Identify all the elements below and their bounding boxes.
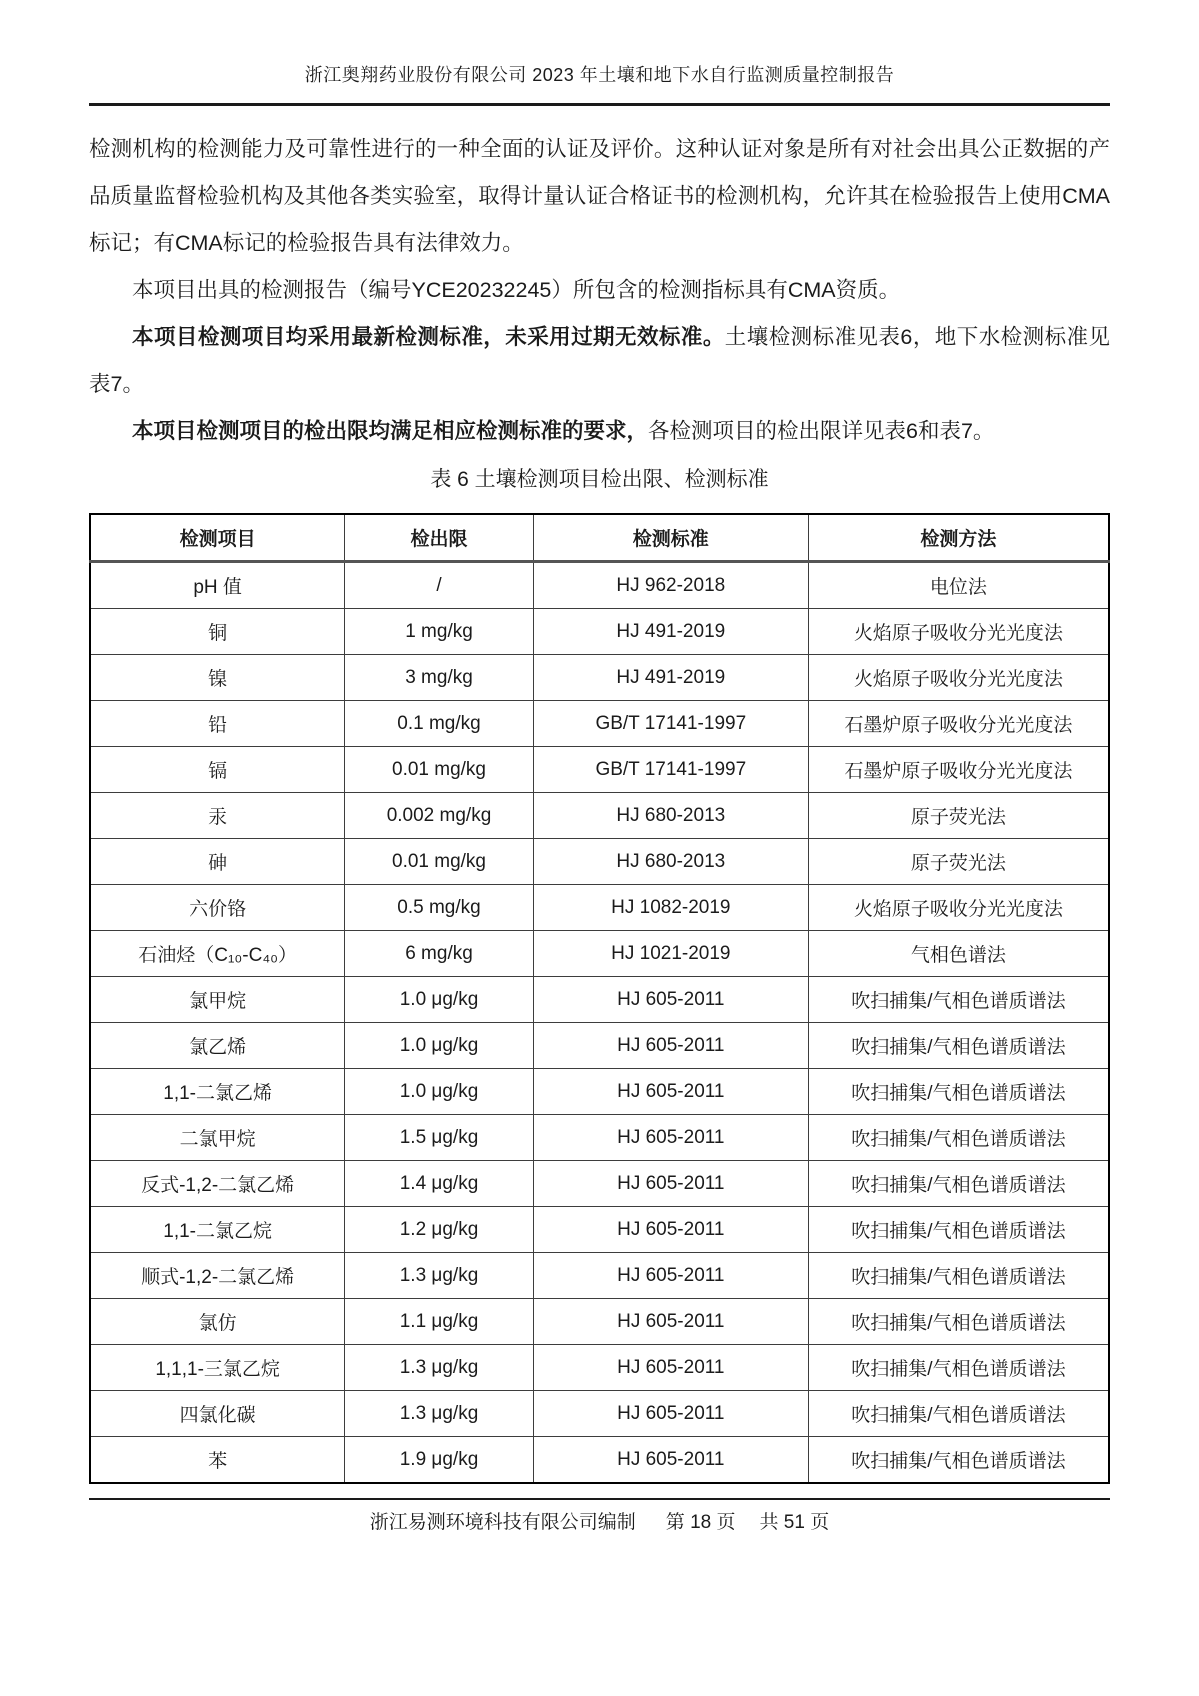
cell-standard: HJ 605-2011 [533, 1207, 808, 1253]
paragraph-1 [89, 126, 1110, 267]
cell-detection-limit: 1.1 μg/kg [345, 1299, 534, 1345]
table-row [90, 1069, 1109, 1115]
table-row [90, 793, 1109, 839]
cell-item: 苯 [90, 1437, 345, 1484]
cell-detection-limit: 1.3 μg/kg [345, 1253, 534, 1299]
cell-standard: HJ 605-2011 [533, 1023, 808, 1069]
paragraph-2 [89, 267, 1110, 314]
table-row [90, 1207, 1109, 1253]
table-header-row [90, 514, 1109, 562]
bold-text-segment: 本项目检测项目的检出限均满足相应检测标准的要求， [132, 419, 649, 443]
text-segment: 各检测项目的检出限详见表6和表7。 [648, 419, 995, 443]
table-row [90, 931, 1109, 977]
table-row [90, 885, 1109, 931]
column-header: 检测方法 [808, 514, 1109, 562]
table-row [90, 701, 1109, 747]
cell-method: 吹扫捕集/气相色谱质谱法 [808, 1207, 1109, 1253]
table-row [90, 1299, 1109, 1345]
table-row [90, 655, 1109, 701]
footer-company: 浙江易测环境科技有限公司编制 [369, 1512, 636, 1533]
cell-method: 石墨炉原子吸收分光光度法 [808, 701, 1109, 747]
table-row [90, 747, 1109, 793]
cell-item: 1,1,1-三氯乙烷 [90, 1345, 345, 1391]
cell-detection-limit: 3 mg/kg [345, 655, 534, 701]
cell-method: 吹扫捕集/气相色谱质谱法 [808, 1437, 1109, 1484]
cell-standard: HJ 605-2011 [533, 1069, 808, 1115]
cell-item: 四氯化碳 [90, 1391, 345, 1437]
cell-method: 吹扫捕集/气相色谱质谱法 [808, 1161, 1109, 1207]
cell-item: 氯仿 [90, 1299, 345, 1345]
cell-detection-limit: 1.0 μg/kg [345, 1023, 534, 1069]
report-header-title: 浙江奥翔药业股份有限公司 2023 年土壤和地下水自行监测质量控制报告 [304, 65, 895, 85]
cell-standard: HJ 1082-2019 [533, 885, 808, 931]
detection-limit-table [89, 513, 1110, 1484]
column-header: 检测项目 [90, 514, 345, 562]
cell-standard: HJ 491-2019 [533, 655, 808, 701]
cell-method: 原子荧光法 [808, 839, 1109, 885]
cell-method: 火焰原子吸收分光光度法 [808, 609, 1109, 655]
table-row [90, 1161, 1109, 1207]
table-row [90, 1391, 1109, 1437]
column-header: 检出限 [345, 514, 534, 562]
bold-text-segment: 本项目检测项目均采用最新检测标准，未采用过期无效标准。 [132, 325, 725, 349]
table-row [90, 609, 1109, 655]
cell-item: 六价铬 [90, 885, 345, 931]
cell-detection-limit: 1.5 μg/kg [345, 1115, 534, 1161]
cell-method: 原子荧光法 [808, 793, 1109, 839]
text-segment: 土壤检测标准见表6，地下水检测标准见表7。 [89, 325, 1110, 396]
cell-detection-limit: 1.3 μg/kg [345, 1345, 534, 1391]
cell-item: 氯甲烷 [90, 977, 345, 1023]
cell-method: 火焰原子吸收分光光度法 [808, 885, 1109, 931]
cell-detection-limit: 0.01 mg/kg [345, 747, 534, 793]
cell-method: 吹扫捕集/气相色谱质谱法 [808, 1069, 1109, 1115]
cell-item: 反式-1,2-二氯乙烯 [90, 1161, 345, 1207]
cell-item: 1,1-二氯乙烯 [90, 1069, 345, 1115]
cell-detection-limit: 0.01 mg/kg [345, 839, 534, 885]
cell-detection-limit: 0.002 mg/kg [345, 793, 534, 839]
body-paragraphs [89, 106, 1110, 455]
cell-standard: HJ 680-2013 [533, 793, 808, 839]
text-segment: 检测机构的检测能力及可靠性进行的一种全面的认证及评价。这种认证对象是所有对社会出具公正数据的产品质量监督检验机构及其他各类实验室，取得计量认证合格证书的检测机构，允许其在检验报告上使用CMA标记；有CMA标记的检验报告具有法律效力。 [89, 137, 1110, 255]
cell-item: 砷 [90, 839, 345, 885]
cell-item: 镉 [90, 747, 345, 793]
table-row [90, 1253, 1109, 1299]
cell-detection-limit: 1.3 μg/kg [345, 1391, 534, 1437]
table-row [90, 562, 1109, 609]
cell-detection-limit: 6 mg/kg [345, 931, 534, 977]
cell-standard: HJ 605-2011 [533, 977, 808, 1023]
paragraph-3 [89, 314, 1110, 408]
cell-method: 气相色谱法 [808, 931, 1109, 977]
table-row [90, 839, 1109, 885]
cell-standard: HJ 605-2011 [533, 1345, 808, 1391]
cell-item: 石油烃（C₁₀-C₄₀） [90, 931, 345, 977]
table-row [90, 1023, 1109, 1069]
cell-detection-limit: 1.2 μg/kg [345, 1207, 534, 1253]
cell-method: 吹扫捕集/气相色谱质谱法 [808, 1115, 1109, 1161]
cell-standard: HJ 605-2011 [533, 1253, 808, 1299]
cell-method: 石墨炉原子吸收分光光度法 [808, 747, 1109, 793]
cell-item: 铅 [90, 701, 345, 747]
column-header: 检测标准 [533, 514, 808, 562]
cell-detection-limit: 1.0 μg/kg [345, 977, 534, 1023]
cell-item: 二氯甲烷 [90, 1115, 345, 1161]
cell-detection-limit: / [345, 562, 534, 609]
cell-standard: HJ 605-2011 [533, 1115, 808, 1161]
cell-standard: HJ 605-2011 [533, 1161, 808, 1207]
cell-detection-limit: 0.1 mg/kg [345, 701, 534, 747]
cell-method: 吹扫捕集/气相色谱质谱法 [808, 1253, 1109, 1299]
cell-method: 吹扫捕集/气相色谱质谱法 [808, 977, 1109, 1023]
cell-item: 顺式-1,2-二氯乙烯 [90, 1253, 345, 1299]
table-row [90, 1437, 1109, 1484]
cell-detection-limit: 1.9 μg/kg [345, 1437, 534, 1484]
cell-standard: HJ 605-2011 [533, 1299, 808, 1345]
cell-item: 1,1-二氯乙烷 [90, 1207, 345, 1253]
cell-standard: HJ 1021-2019 [533, 931, 808, 977]
table-row [90, 977, 1109, 1023]
cell-item: 铜 [90, 609, 345, 655]
cell-detection-limit: 0.5 mg/kg [345, 885, 534, 931]
cell-standard: HJ 962-2018 [533, 562, 808, 609]
table-6-caption: 表 6 土壤检测项目检出限、检测标准 [430, 468, 769, 491]
cell-method: 电位法 [808, 562, 1109, 609]
table-row [90, 1115, 1109, 1161]
cell-detection-limit: 1.0 μg/kg [345, 1069, 534, 1115]
table-row [90, 1345, 1109, 1391]
cell-item: 镍 [90, 655, 345, 701]
cell-method: 吹扫捕集/气相色谱质谱法 [808, 1345, 1109, 1391]
cell-standard: HJ 491-2019 [533, 609, 808, 655]
cell-method: 吹扫捕集/气相色谱质谱法 [808, 1391, 1109, 1437]
cell-standard: HJ 605-2011 [533, 1437, 808, 1484]
cell-detection-limit: 1 mg/kg [345, 609, 534, 655]
cell-method: 吹扫捕集/气相色谱质谱法 [808, 1299, 1109, 1345]
paragraph-4 [89, 408, 1110, 455]
page-footer [89, 1498, 1110, 1538]
footer-page-number: 第 18 页 [665, 1512, 736, 1533]
page-header [89, 0, 1110, 106]
cell-standard: GB/T 17141-1997 [533, 701, 808, 747]
cell-standard: HJ 680-2013 [533, 839, 808, 885]
cell-method: 火焰原子吸收分光光度法 [808, 655, 1109, 701]
cell-detection-limit: 1.4 μg/kg [345, 1161, 534, 1207]
text-segment: 本项目出具的检测报告（编号YCE20232245）所包含的检测指标具有CMA资质。 [132, 278, 901, 302]
cell-item: pH 值 [90, 562, 345, 609]
cell-method: 吹扫捕集/气相色谱质谱法 [808, 1023, 1109, 1069]
cell-item: 汞 [90, 793, 345, 839]
footer-page-total: 共 51 页 [759, 1512, 830, 1533]
cell-standard: GB/T 17141-1997 [533, 747, 808, 793]
cell-standard: HJ 605-2011 [533, 1391, 808, 1437]
cell-item: 氯乙烯 [90, 1023, 345, 1069]
